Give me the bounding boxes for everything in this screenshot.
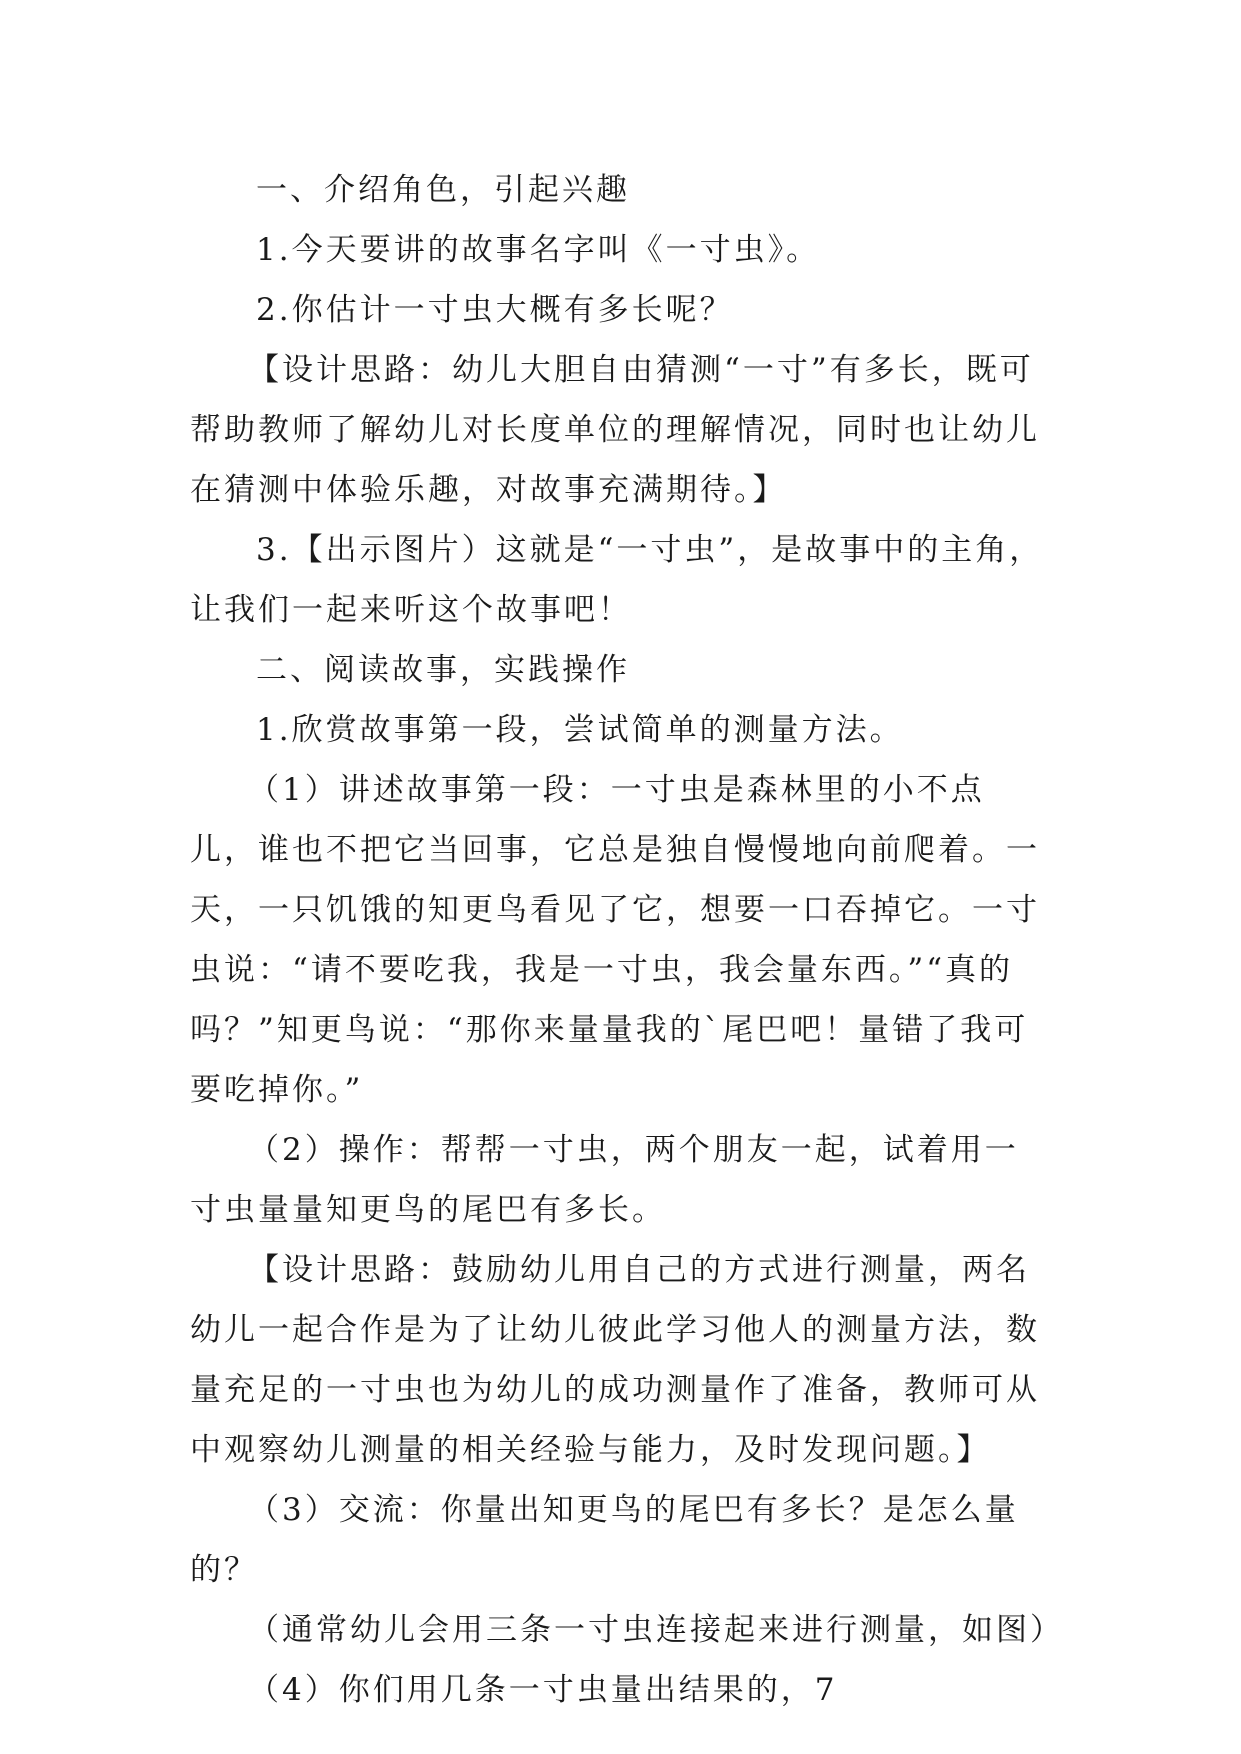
design-note-guess: 【设计思路：幼儿大胆自由猜测“一寸”有多长，既可帮助教师了解幼儿对长度单位的理解情况，同时也让幼儿在猜测中体验乐趣，对故事充满期待。】 — [190, 352, 1040, 508]
document-body — [190, 160, 1064, 1720]
paragraph-enjoy-story: 1.欣赏故事第一段，尝试简单的测量方法。 — [256, 712, 904, 748]
paragraph-usual-method: （通常幼儿会用三条一寸虫连接起来进行测量，如图） — [248, 1612, 1064, 1648]
section-heading-intro: 一、介绍角色，引起兴趣 — [256, 172, 630, 208]
paragraph-story-part-one: （1）讲述故事第一段：一寸虫是森林里的小不点儿，谁也不把它当回事，它总是独自慢慢地向前爬着。一天，一只饥饿的知更鸟看见了它，想要一口吞掉它。一寸虫说：“请不要吃我，我是一寸虫，我会量东西。”“真的吗？”知更鸟说：“那你来量量我的`尾巴吧！量错了我可要吃掉你。” — [190, 772, 1040, 1108]
paragraph-show-picture: 3.【出示图片）这就是“一寸虫”，是故事中的主角，让我们一起来听这个故事吧！ — [190, 532, 1044, 628]
paragraph-how-many: （4）你们用几条一寸虫量出结果的，7 — [248, 1672, 838, 1708]
paragraph-estimate-question: 2.你估计一寸虫大概有多长呢？ — [256, 292, 734, 328]
paragraph-discussion: （3）交流：你量出知更鸟的尾巴有多长？是怎么量的？ — [190, 1492, 1019, 1588]
paragraph-story-name: 1.今天要讲的故事名字叫《一寸虫》。 — [256, 232, 821, 268]
section-heading-reading: 二、阅读故事，实践操作 — [256, 652, 630, 688]
design-note-measure: 【设计思路：鼓励幼儿用自己的方式进行测量，两名幼儿一起合作是为了让幼儿彼此学习他人的测量方法，数量充足的一寸虫也为幼儿的成功测量作了准备，教师可从中观察幼儿测量的相关经验与能力，及时发现问题。】 — [190, 1252, 1040, 1468]
paragraph-operation: （2）操作：帮帮一寸虫，两个朋友一起，试着用一寸虫量量知更鸟的尾巴有多长。 — [190, 1132, 1019, 1228]
